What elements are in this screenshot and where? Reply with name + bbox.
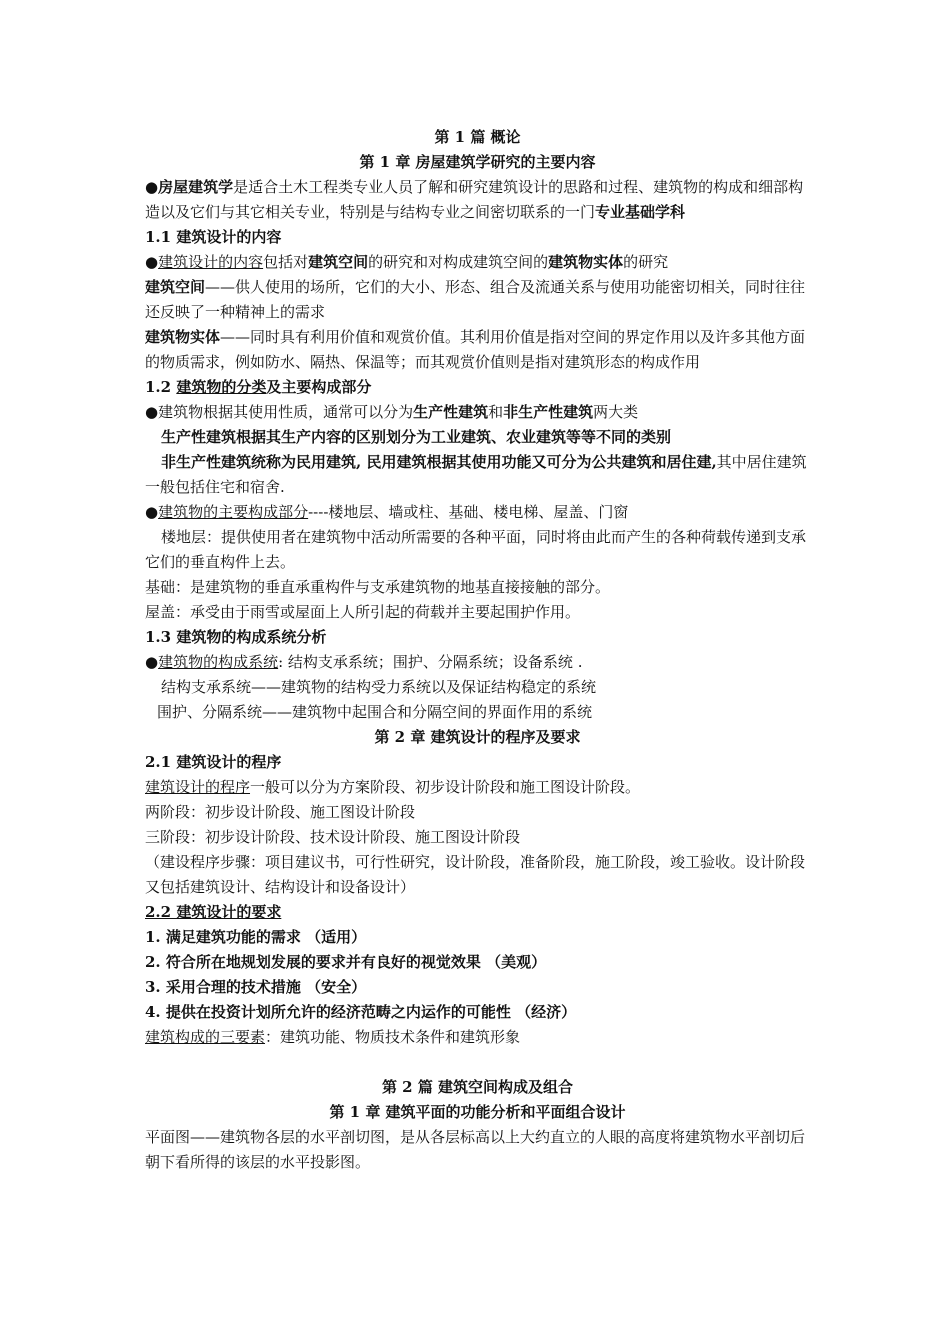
bold-term: 建筑空间	[145, 278, 206, 296]
part2-chapter1-title: 第 1 章 建筑平面的功能分析和平面组合设计	[329, 1103, 626, 1121]
underlined-term: 建筑物的主要构成部分	[158, 503, 309, 521]
entity-definition	[145, 325, 810, 375]
bold-term: 非生产性建筑统称为民用建筑, 民用建筑根据其使用功能又可分为公共建筑和居住建,	[161, 453, 717, 471]
construction-procedure-note: （建设程序步骤：项目建议书，可行性研究，设计阶段，准备阶段，施工阶段，竣工验收。设计阶段又包括建筑设计、结构设计和设备设计）	[145, 853, 806, 896]
bold-term: 建筑物实体	[548, 253, 624, 271]
bullet: ●	[145, 653, 159, 671]
roof-definition: 屋盖：承受由于雨雪或屋面上人所引起的荷载并主要起围护作用。	[145, 603, 581, 621]
text-span: 和	[488, 403, 504, 421]
requirement-item: 2. 符合所在地规划发展的要求并有良好的视觉效果 （美观）	[145, 953, 547, 971]
text-span: 其中居住建筑一般包括住宅和宿舍.	[145, 453, 807, 496]
text-span: 的研究	[623, 253, 669, 271]
term-architecture: 房屋建筑学	[158, 178, 234, 196]
spacer	[145, 1050, 810, 1075]
three-elements-line	[145, 1025, 810, 1050]
section-1-2-heading	[145, 375, 810, 400]
bold-term: 建筑物实体	[145, 328, 221, 346]
text-span: ——供人使用的场所，它们的大小、形态、组合及流通关系与使用功能密切相关，同时往往还反映了一种精神上的需求	[145, 278, 806, 321]
part2-title: 第 2 篇 建筑空间构成及组合	[381, 1078, 574, 1096]
text-span: 的研究和对构成建筑空间的	[368, 253, 549, 271]
requirement-item: 4. 提供在投资计划所允许的经济范畴之内运作的可能性 （经济）	[145, 1003, 577, 1021]
nonproductive-building-line	[145, 450, 810, 500]
heading-number: 1.2	[145, 378, 177, 396]
text-span: ——同时具有利用价值和观赏价值。其利用价值是指对空间的界定作用以及许多其他方面的物质需求，例如防水、隔热、保温等；而其观赏价值则是指对建筑形态的构成作用	[145, 328, 806, 371]
floor-definition: 楼地层：提供使用者在建筑物中活动所需要的各种平面，同时将由此而产生的各种荷载传递到支承它们的垂直构件上去。	[145, 528, 807, 571]
heading-rest: 及主要构成部分	[266, 378, 372, 396]
part1-title: 第 1 篇 概论	[434, 128, 521, 146]
bullet: ●	[145, 178, 159, 196]
bullet: ●	[145, 253, 159, 271]
heading-underlined: 建筑物的分类	[176, 378, 267, 396]
text-span: ----楼地层、墙或柱、基础、楼电梯、屋盖、门窗	[308, 503, 629, 521]
section-2-1-heading: 2.1 建筑设计的程序	[145, 753, 282, 771]
document-page	[145, 125, 810, 1175]
main-parts-line	[145, 500, 810, 525]
section-1-1-heading: 1.1 建筑设计的内容	[145, 228, 282, 246]
design-content-term: 建筑设计的内容	[158, 253, 264, 271]
three-stage-line: 三阶段：初步设计阶段、技术设计阶段、施工图设计阶段	[145, 828, 521, 846]
chapter1-title: 第 1 章 房屋建筑学研究的主要内容	[359, 153, 596, 171]
text-span: 建筑物根据其使用性质，通常可以分为	[158, 403, 414, 421]
text-span: ：建筑功能、物质技术条件和建筑形象	[265, 1028, 521, 1046]
text-span: 一般可以分为方案阶段、初步设计阶段和施工图设计阶段。	[250, 778, 641, 796]
chapter2-title: 第 2 章 建筑设计的程序及要求	[374, 728, 581, 746]
bold-term: 生产性建筑	[413, 403, 489, 421]
space-definition	[145, 275, 810, 325]
plan-definition: 平面图——建筑物各层的水平剖切图，是从各层标高以上大约直立的人眼的高度将建筑物水平剖切后朝下看所得的该层的水平投影图。	[145, 1128, 806, 1171]
intro-paragraph	[145, 175, 810, 225]
structure-system-line: 结构支承系统——建筑物的结构受力系统以及保证结构稳定的系统	[161, 678, 597, 696]
procedure-line	[145, 775, 810, 800]
underlined-term: 建筑设计的程序	[145, 778, 251, 796]
text-span: 两大类	[593, 403, 639, 421]
underlined-term: 建筑构成的三要素	[145, 1028, 266, 1046]
text-span: 包括对	[263, 253, 309, 271]
foundation-definition: 基础：是建筑物的垂直承重构件与支承建筑物的地基直接接触的部分。	[145, 578, 611, 596]
text-span: : 结构支承系统；围护、分隔系统；设备系统 .	[278, 653, 583, 671]
design-content-line	[145, 250, 810, 275]
productive-building-line: 生产性建筑根据其生产内容的区别划分为工业建筑、农业建筑等等不同的类别	[161, 428, 672, 446]
enclosure-system-line: 围护、分隔系统——建筑物中起围合和分隔空间的界面作用的系统	[157, 703, 593, 721]
requirement-item: 3. 采用合理的技术措施 （安全）	[145, 978, 367, 996]
bullet: ●	[145, 503, 159, 521]
intro-text: 是适合土木工程类专业人员了解和研究建筑设计的思路和过程、建筑物的构成和细部构造以及它们与其它相关专业，特别是与结构专业之间密切联系的一门	[145, 178, 804, 221]
systems-line	[145, 650, 810, 675]
term-basic-course: 专业基础学科	[595, 203, 686, 221]
bold-term: 建筑空间	[308, 253, 369, 271]
two-stage-line: 两阶段：初步设计阶段、施工图设计阶段	[145, 803, 416, 821]
requirement-item: 1. 满足建筑功能的需求 （适用）	[145, 928, 367, 946]
section-1-3-heading: 1.3 建筑物的构成系统分析	[145, 628, 327, 646]
bullet: ●	[145, 403, 159, 421]
section-2-2-heading: 2.2 建筑设计的要求	[145, 903, 282, 921]
bold-term: 非生产性建筑	[503, 403, 594, 421]
underlined-term: 建筑物的构成系统	[158, 653, 279, 671]
classification-line	[145, 400, 810, 425]
